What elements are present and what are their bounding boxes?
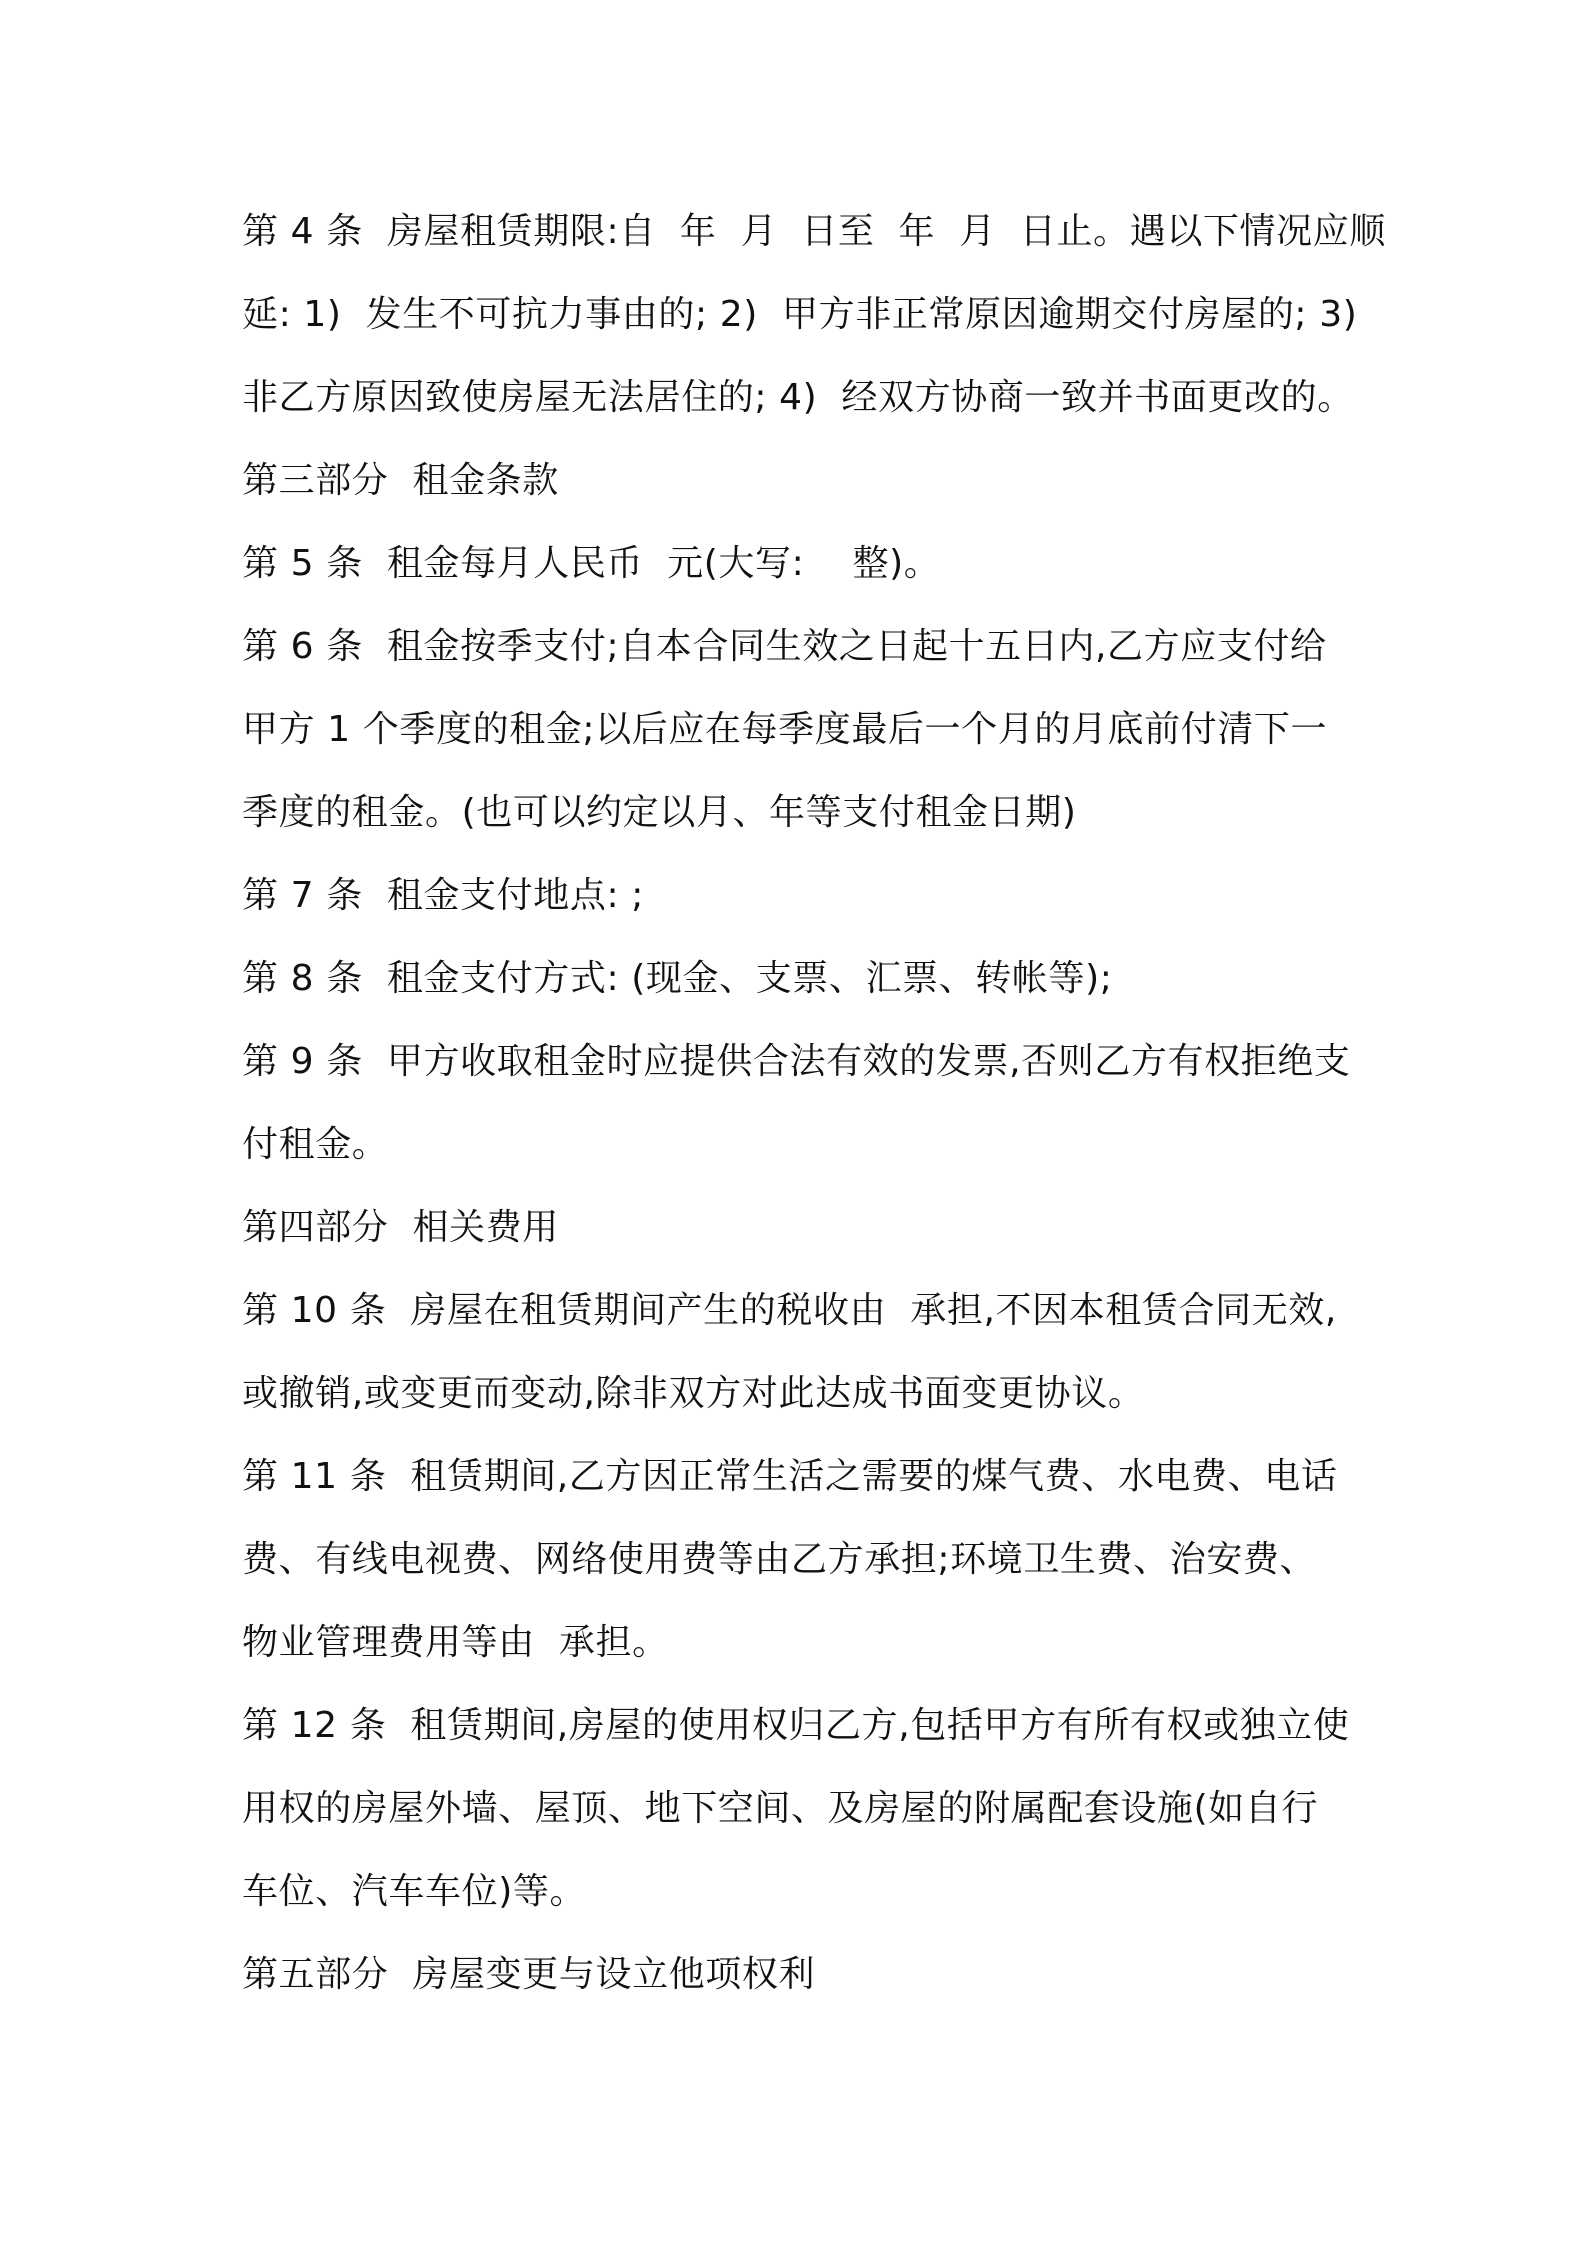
text-line: 第 8 条 租金支付方式: (现金、支票、汇票、转帐等); [242,958,1113,999]
text-line: 季度的租金。(也可以约定以月、年等支付租金日期) [242,792,1077,833]
text-line: 用权的房屋外墙、屋顶、地下空间、及房屋的附属配套设施(如自行 [242,1788,1319,1829]
text-line: 或撤销,或变更而变动,除非双方对此达成书面变更协议。 [242,1373,1145,1414]
text-line: 物业管理费用等由 承担。 [242,1622,669,1663]
text-line: 付租金。 [242,1124,389,1165]
text-line: 延: 1) 发生不可抗力事由的; 2) 甲方非正常原因逾期交付房屋的; 3) [242,294,1358,335]
section-heading: 第五部分 房屋变更与设立他项权利 [242,1954,816,1995]
text-line: 第 4 条 房屋租赁期限:自 年 月 日至 年 月 日止。遇以下情况应顺 [242,211,1386,252]
text-line: 第 9 条 甲方收取租金时应提供合法有效的发票,否则乙方有权拒绝支 [242,1041,1351,1082]
document-body [242,190,1386,2016]
section-heading: 第四部分 相关费用 [242,1207,559,1248]
text-line: 第 6 条 租金按季支付;自本合同生效之日起十五日内,乙方应支付给 [242,626,1327,667]
text-line: 甲方 1 个季度的租金;以后应在每季度最后一个月的月底前付清下一 [242,709,1328,750]
text-line: 费、有线电视费、网络使用费等由乙方承担;环境卫生费、治安费、 [242,1539,1317,1580]
text-line: 第 11 条 租赁期间,乙方因正常生活之需要的煤气费、水电费、电话 [242,1456,1338,1497]
text-line: 第 7 条 租金支付地点: ; [242,875,644,916]
section-heading: 第三部分 租金条款 [242,460,559,501]
text-line: 非乙方原因致使房屋无法居住的; 4) 经双方协商一致并书面更改的。 [242,377,1354,418]
text-line: 第 12 条 租赁期间,房屋的使用权归乙方,包括甲方有所有权或独立使 [242,1705,1350,1746]
text-line: 第 10 条 房屋在租赁期间产生的税收由 承担,不因本租赁合同无效, [242,1290,1337,1331]
text-line: 第 5 条 租金每月人民币 元(大写: 整)。 [242,543,941,584]
text-line: 车位、汽车车位)等。 [242,1871,587,1912]
